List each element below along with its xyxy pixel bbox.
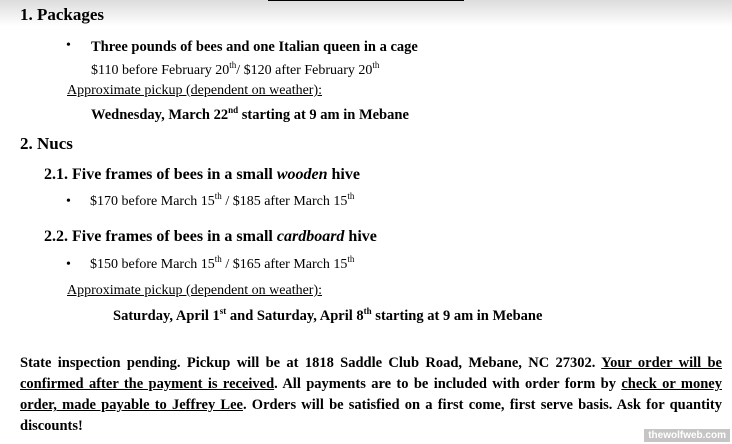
wooden-price: $170 before March 15th / $185 after March 15th (90, 191, 355, 209)
pickup-date-packages: Wednesday, March 22nd starting at 9 am in Mebane (91, 105, 409, 123)
pickup-label: Approximate pickup (dependent on weather): (67, 83, 323, 98)
section-heading-nucs: 2. Nucs (20, 134, 73, 153)
order-terms-paragraph: State inspection pending. Pickup will be at 1818 Saddle Club Road, Mebane, NC 27302. Your order will be confirmed after the payment is received. All payments are to be included with order form by check or money order, made payable to Jeffrey Lee. Orders will be satisfied on a first come, first serve basis. Ask for quantity discounts! (20, 355, 722, 434)
section-heading-packages: 1. Packages (20, 5, 105, 24)
bullet: • (66, 38, 71, 53)
subsection-wooden: 2.1. Five frames of bees in a small wooden hive (44, 166, 360, 183)
pickup-label: Approximate pickup (dependent on weather): (67, 283, 323, 298)
cardboard-price: $150 before March 15th / $165 after March 15th (90, 254, 355, 272)
bullet: • (66, 257, 71, 272)
package-price: $110 before February 20th/ $120 after February 20th (91, 60, 380, 78)
pickup-date-nucs: Saturday, April 1st and Saturday, April 8th starting at 9 am in Mebane (113, 306, 543, 324)
top-rule (268, 0, 464, 1)
bullet: • (66, 194, 71, 209)
watermark: thewolfweb.com (644, 429, 730, 442)
top-shadow (0, 0, 732, 26)
package-description: Three pounds of bees and one Italian queen in a cage (91, 39, 418, 55)
subsection-cardboard: 2.2. Five frames of bees in a small cardboard hive (44, 228, 377, 245)
